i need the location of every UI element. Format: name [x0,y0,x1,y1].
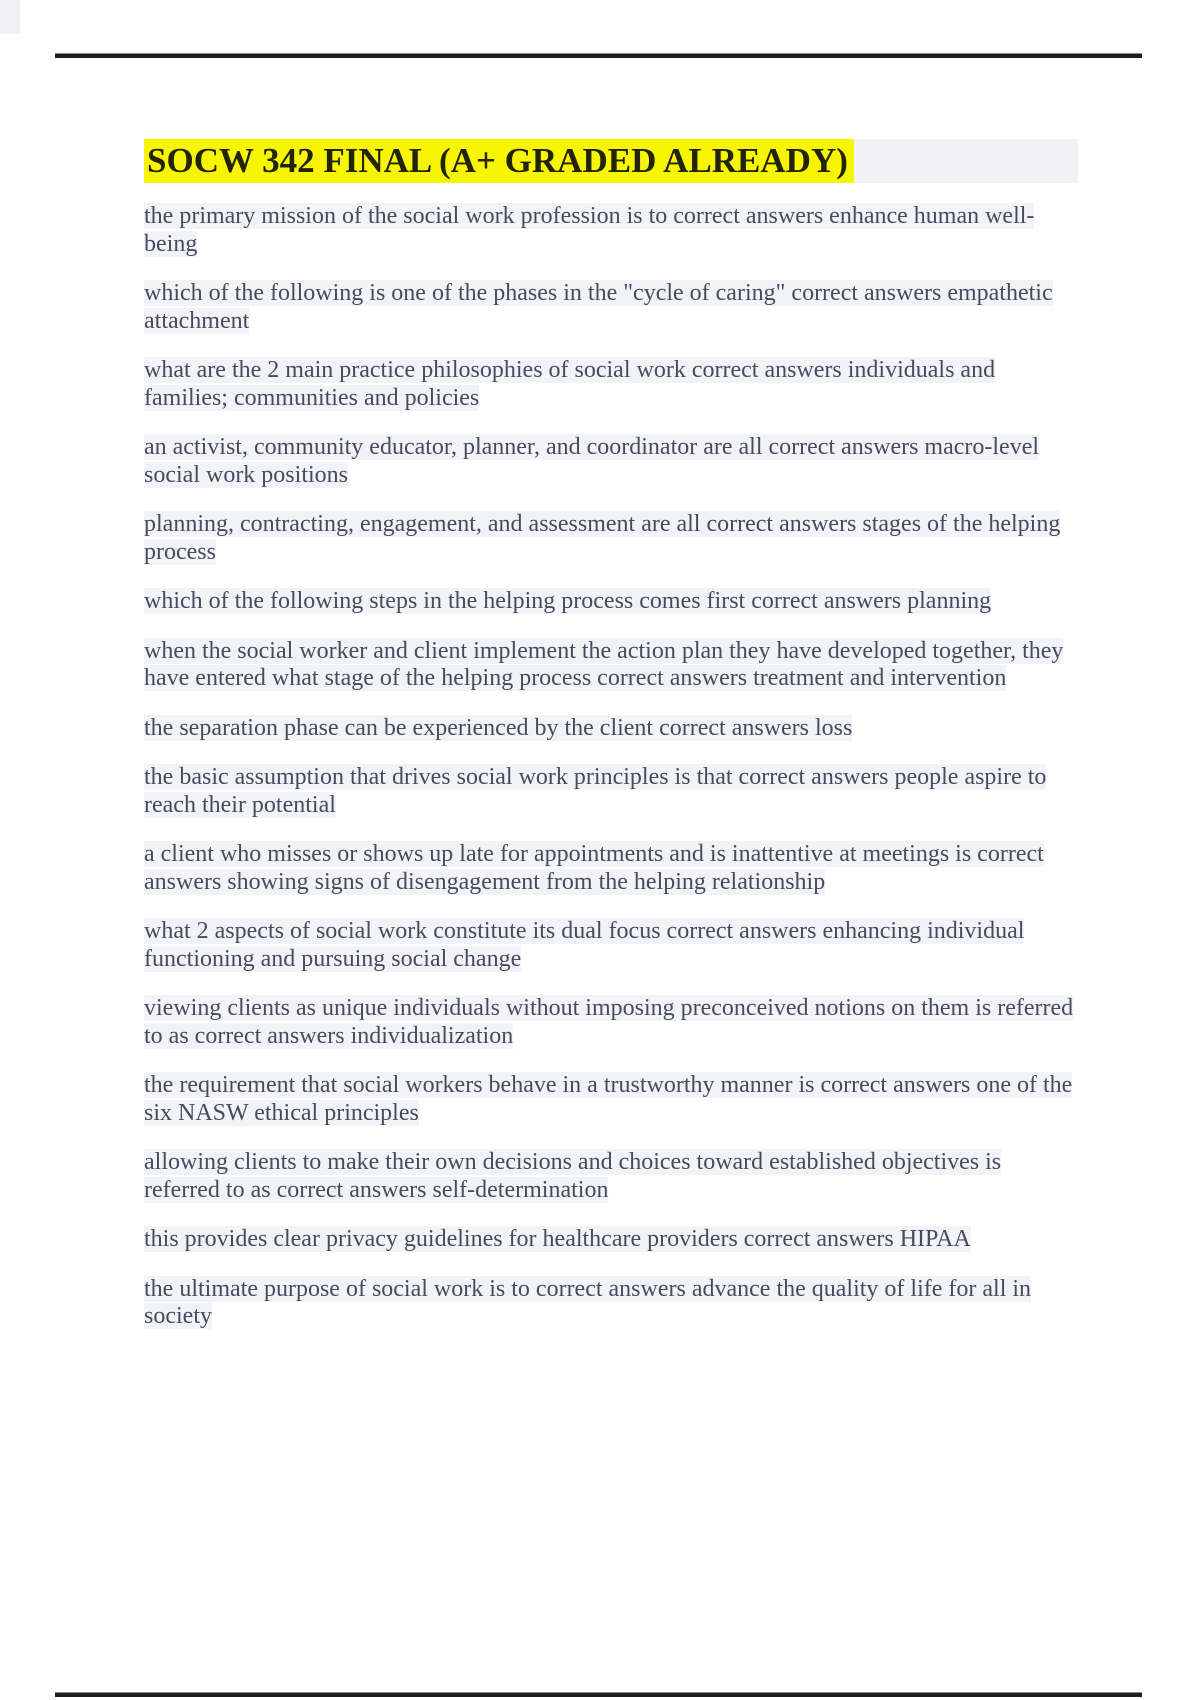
qa-text: an activist, community educator, planner, and coordinator are all correct answers macro-level social work positions [144,434,1040,488]
qa-paragraph [144,1149,1078,1204]
qa-text: when the social worker and client implement the action plan they have developed together, they have entered what stage of the helping process correct answers treatment and intervention [144,637,1064,691]
qa-text: the requirement that social workers behave in a trustworthy manner is correct answers one of the six NASW ethical principles [144,1072,1073,1126]
qa-paragraph [144,764,1078,819]
bottom-rule [55,1692,1142,1697]
title-highlight-extension [854,139,1078,183]
qa-paragraph [144,715,1078,743]
qa-paragraph [144,434,1078,489]
qa-paragraph [144,511,1078,566]
qa-paragraph [144,357,1078,412]
qa-list [144,203,1078,1331]
qa-text: which of the following steps in the helping process comes first correct answers planning [144,588,992,614]
qa-text: viewing clients as unique individuals without imposing preconceived notions on them is referred to as correct answers individualization [144,995,1074,1049]
qa-paragraph [144,1072,1078,1127]
page-content [144,139,1078,1353]
top-rule [55,53,1142,58]
qa-text: the ultimate purpose of social work is to correct answers advance the quality of life for all in society [144,1275,1032,1329]
qa-paragraph [144,203,1078,258]
qa-text: allowing clients to make their own decisions and choices toward established objectives is referred to as correct answers self-determination [144,1149,1002,1203]
qa-text: the primary mission of the social work profession is to correct answers enhance human well-being [144,203,1035,257]
qa-paragraph [144,918,1078,973]
qa-paragraph [144,841,1078,896]
page-title: SOCW 342 FINAL (A+ GRADED ALREADY) [144,139,854,183]
qa-paragraph [144,588,1078,616]
qa-paragraph [144,280,1078,335]
qa-text: what 2 aspects of social work constitute its dual focus correct answers enhancing individual functioning and pursuing social change [144,918,1025,972]
qa-text: which of the following is one of the phases in the "cycle of caring" correct answers empathetic attachment [144,280,1053,334]
qa-text: the basic assumption that drives social work principles is that correct answers people aspire to reach their potential [144,764,1047,818]
qa-text: the separation phase can be experienced by the client correct answers loss [144,714,853,741]
title-row [144,139,1078,183]
qa-text: planning, contracting, engagement, and assessment are all correct answers stages of the helping process [144,511,1061,565]
qa-text: a client who misses or shows up late for appointments and is inattentive at meetings is correct answers showing signs of disengagement from the helping relationship [144,841,1044,895]
qa-text: what are the 2 main practice philosophies of social work correct answers individuals and families; communities and policies [144,357,996,411]
qa-text: this provides clear privacy guidelines for healthcare providers correct answers HIPAA [144,1226,971,1252]
qa-paragraph [144,1276,1078,1331]
scan-artifact [0,0,20,34]
qa-paragraph [144,995,1078,1050]
qa-paragraph [144,638,1078,693]
qa-paragraph [144,1226,1078,1254]
